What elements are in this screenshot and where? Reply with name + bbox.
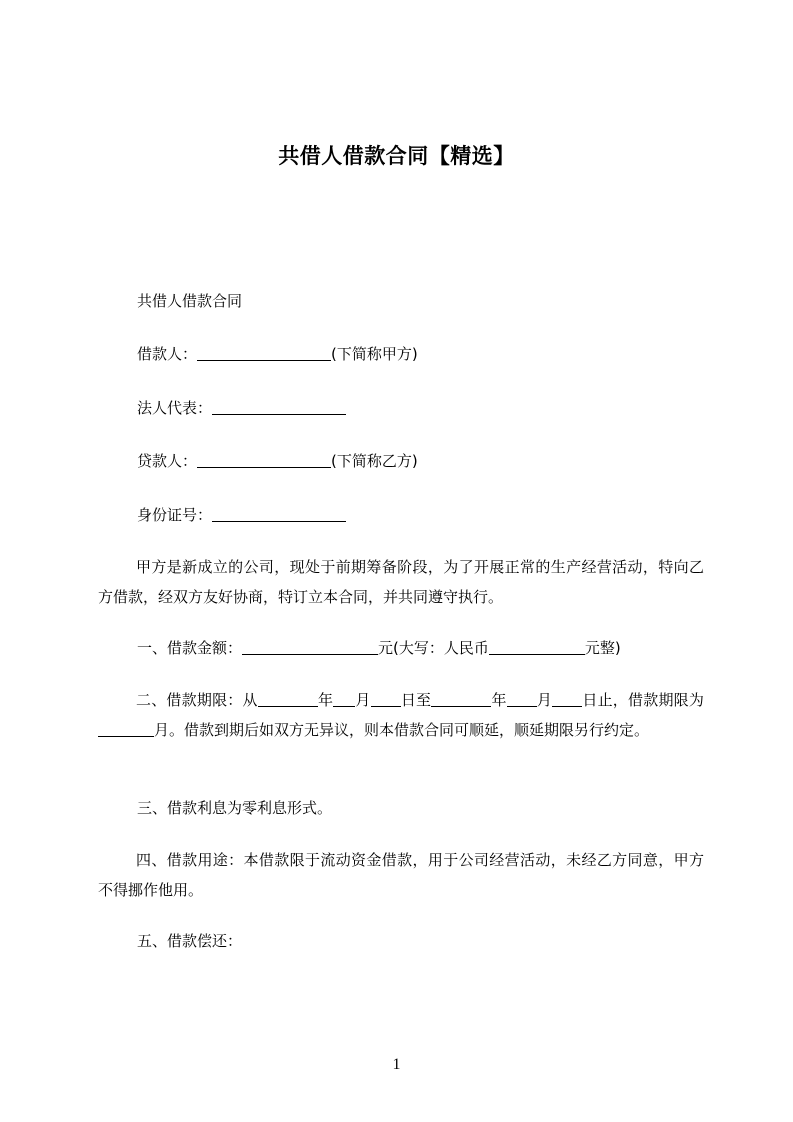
clause-2-tail: 月。借款到期后如双方无异议，则本借款合同可顺延，顺延期限另行约定。: [154, 721, 650, 739]
clause-1-amount: [137, 637, 621, 659]
id-number-label: 身份证号：: [137, 506, 213, 524]
clause-1-unit: 元: [378, 639, 394, 657]
start-day-blank: [371, 691, 401, 707]
start-year-blank: [258, 691, 318, 707]
end-month-blank: [507, 691, 537, 707]
lender-line: [137, 450, 418, 472]
start-month-label: 月: [355, 691, 371, 709]
clause-1-paren-close: 元整): [584, 639, 621, 657]
lender-note: (下简称乙方): [331, 452, 418, 470]
borrower-note: (下简称甲方): [331, 345, 418, 363]
clause-2-term: [98, 685, 704, 745]
amount-words-blank: [489, 639, 585, 655]
clause-5-repayment: 五、借款偿还：: [137, 932, 243, 950]
end-month-label: 月: [536, 691, 553, 709]
contract-subtitle: 共借人借款合同: [137, 292, 243, 310]
borrower-label: 借款人：: [137, 345, 198, 363]
lender-blank: [197, 452, 331, 468]
legal-rep-line: [137, 397, 346, 419]
end-day-blank: [552, 691, 582, 707]
borrower-blank: [197, 345, 331, 361]
day-end-label: 日止，借款期限为: [582, 691, 704, 709]
legal-rep-blank: [212, 399, 346, 415]
id-number-line: [137, 504, 346, 526]
legal-rep-label: 法人代表：: [137, 399, 213, 417]
start-year-label: 年: [317, 691, 334, 709]
page-number: 1: [392, 1056, 401, 1073]
clause-2-start: 二、借款期限：从: [136, 691, 258, 709]
id-number-blank: [212, 506, 346, 522]
start-month-blank: [333, 691, 355, 707]
lender-label: 贷款人：: [137, 452, 198, 470]
borrower-line: [137, 343, 418, 365]
day-to-label: 日至: [400, 691, 432, 709]
clause-4-usage: 四、借款用途：本借款限于流动资金借款，用于公司经营活动，未经乙方同意，甲方不得挪作他用。: [98, 851, 704, 899]
clause-1-paren-open: (大写：人民币: [393, 639, 489, 657]
end-year-label: 年: [491, 691, 507, 709]
clause-3-interest: 三、借款利息为零利息形式。: [137, 799, 333, 817]
amount-blank: [242, 639, 378, 655]
document-title: 共借人借款合同【精选】: [278, 144, 515, 168]
end-year-blank: [431, 691, 491, 707]
clause-1-label: 一、借款金额：: [137, 639, 243, 657]
intro-paragraph: 甲方是新成立的公司，现处于前期筹备阶段，为了开展正常的生产经营活动，特向乙方借款，经双方友好协商，特订立本合同，并共同遵守执行。: [98, 558, 704, 606]
term-months-blank: [98, 721, 154, 737]
